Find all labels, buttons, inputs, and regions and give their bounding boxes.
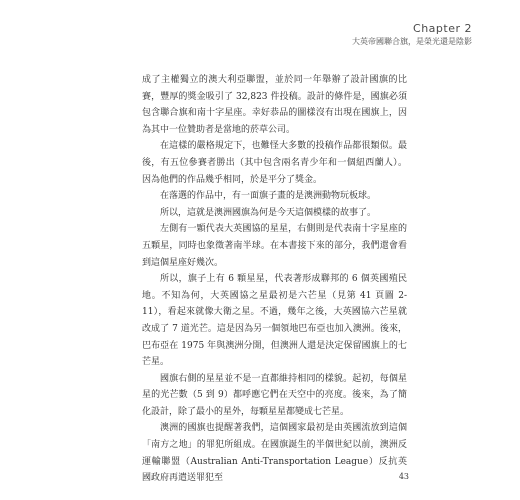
paragraph: 所以，這就是澳洲國旗為何是今天這個模樣的故事了。: [160, 207, 377, 218]
paragraph: 左側有一顆代表大英國協的星星，右側則是代表南十字星座的五顆星，同時也象徵著南半球。在本書接下來的部分，我們還會看到這個星座好幾次。: [142, 224, 407, 268]
paragraph: 所以，旗子上有 6 顆星星，代表著形成聯邦的 6 個英國殖民地。不知為何，大英國協之星最初是六芒星（見第 41 頁圖 2-11），看起來就像大衛之星。不過，幾年之後，大英國協六芒星就改成了 7 道光芒。這是因為另一個領地巴布亞也加入澳洲。後來，巴布亞在 1975 年與澳洲分開，但澳洲人還是決定保留國旗上的七芒星。: [142, 274, 407, 368]
paragraph: 成了主權獨立的澳大利亞聯盟，並於同一年舉辦了設計國旗的比賽，豐厚的獎金吸引了 32,823 件投稿。設計的條件是，國旗必須包含聯合旗和南十字星座。幸好恭品的圖樣沒有出現在國旗上，因為其中一位贊助者是當地的菸草公司。: [142, 75, 407, 135]
chapter-label: Chapter 2: [413, 22, 472, 35]
paragraph: 在落選的作品中，有一面旗子畫的是澳洲動物玩板球。: [160, 191, 377, 202]
paragraph: 澳洲的國旗也提醒著我們，這個國家最初是由英國流放到這個「南方之地」的罪犯所組成。在國旗誕生的半個世紀以前，澳洲反運輸聯盟（Australian Anti-Transportation League）反抗英國政府再遣送罪犯至: [142, 423, 407, 484]
paragraph: 國旗右側的星星並不是一直都維持相同的樣貌。起初，每個星星的光芒數（5 到 9）都呼應它們在天空中的亮度。後來，為了簡化設計，除了最小的星外，每顆星星都變成七芒星。: [142, 373, 407, 417]
chapter-subtitle: 大英帝國聯合旗，是榮光還是陰影: [352, 37, 472, 46]
page-number: 43: [398, 472, 409, 481]
body-text: [142, 72, 407, 487]
paragraph: 在這樣的嚴格規定下，也難怪大多數的投稿作品都很類似。最後，有五位參賽者勝出（其中包含兩名青少年和一個紐西蘭人）。因為他們的作品幾乎相同，於是平分了獎金。: [142, 141, 407, 185]
running-header: [352, 22, 472, 47]
